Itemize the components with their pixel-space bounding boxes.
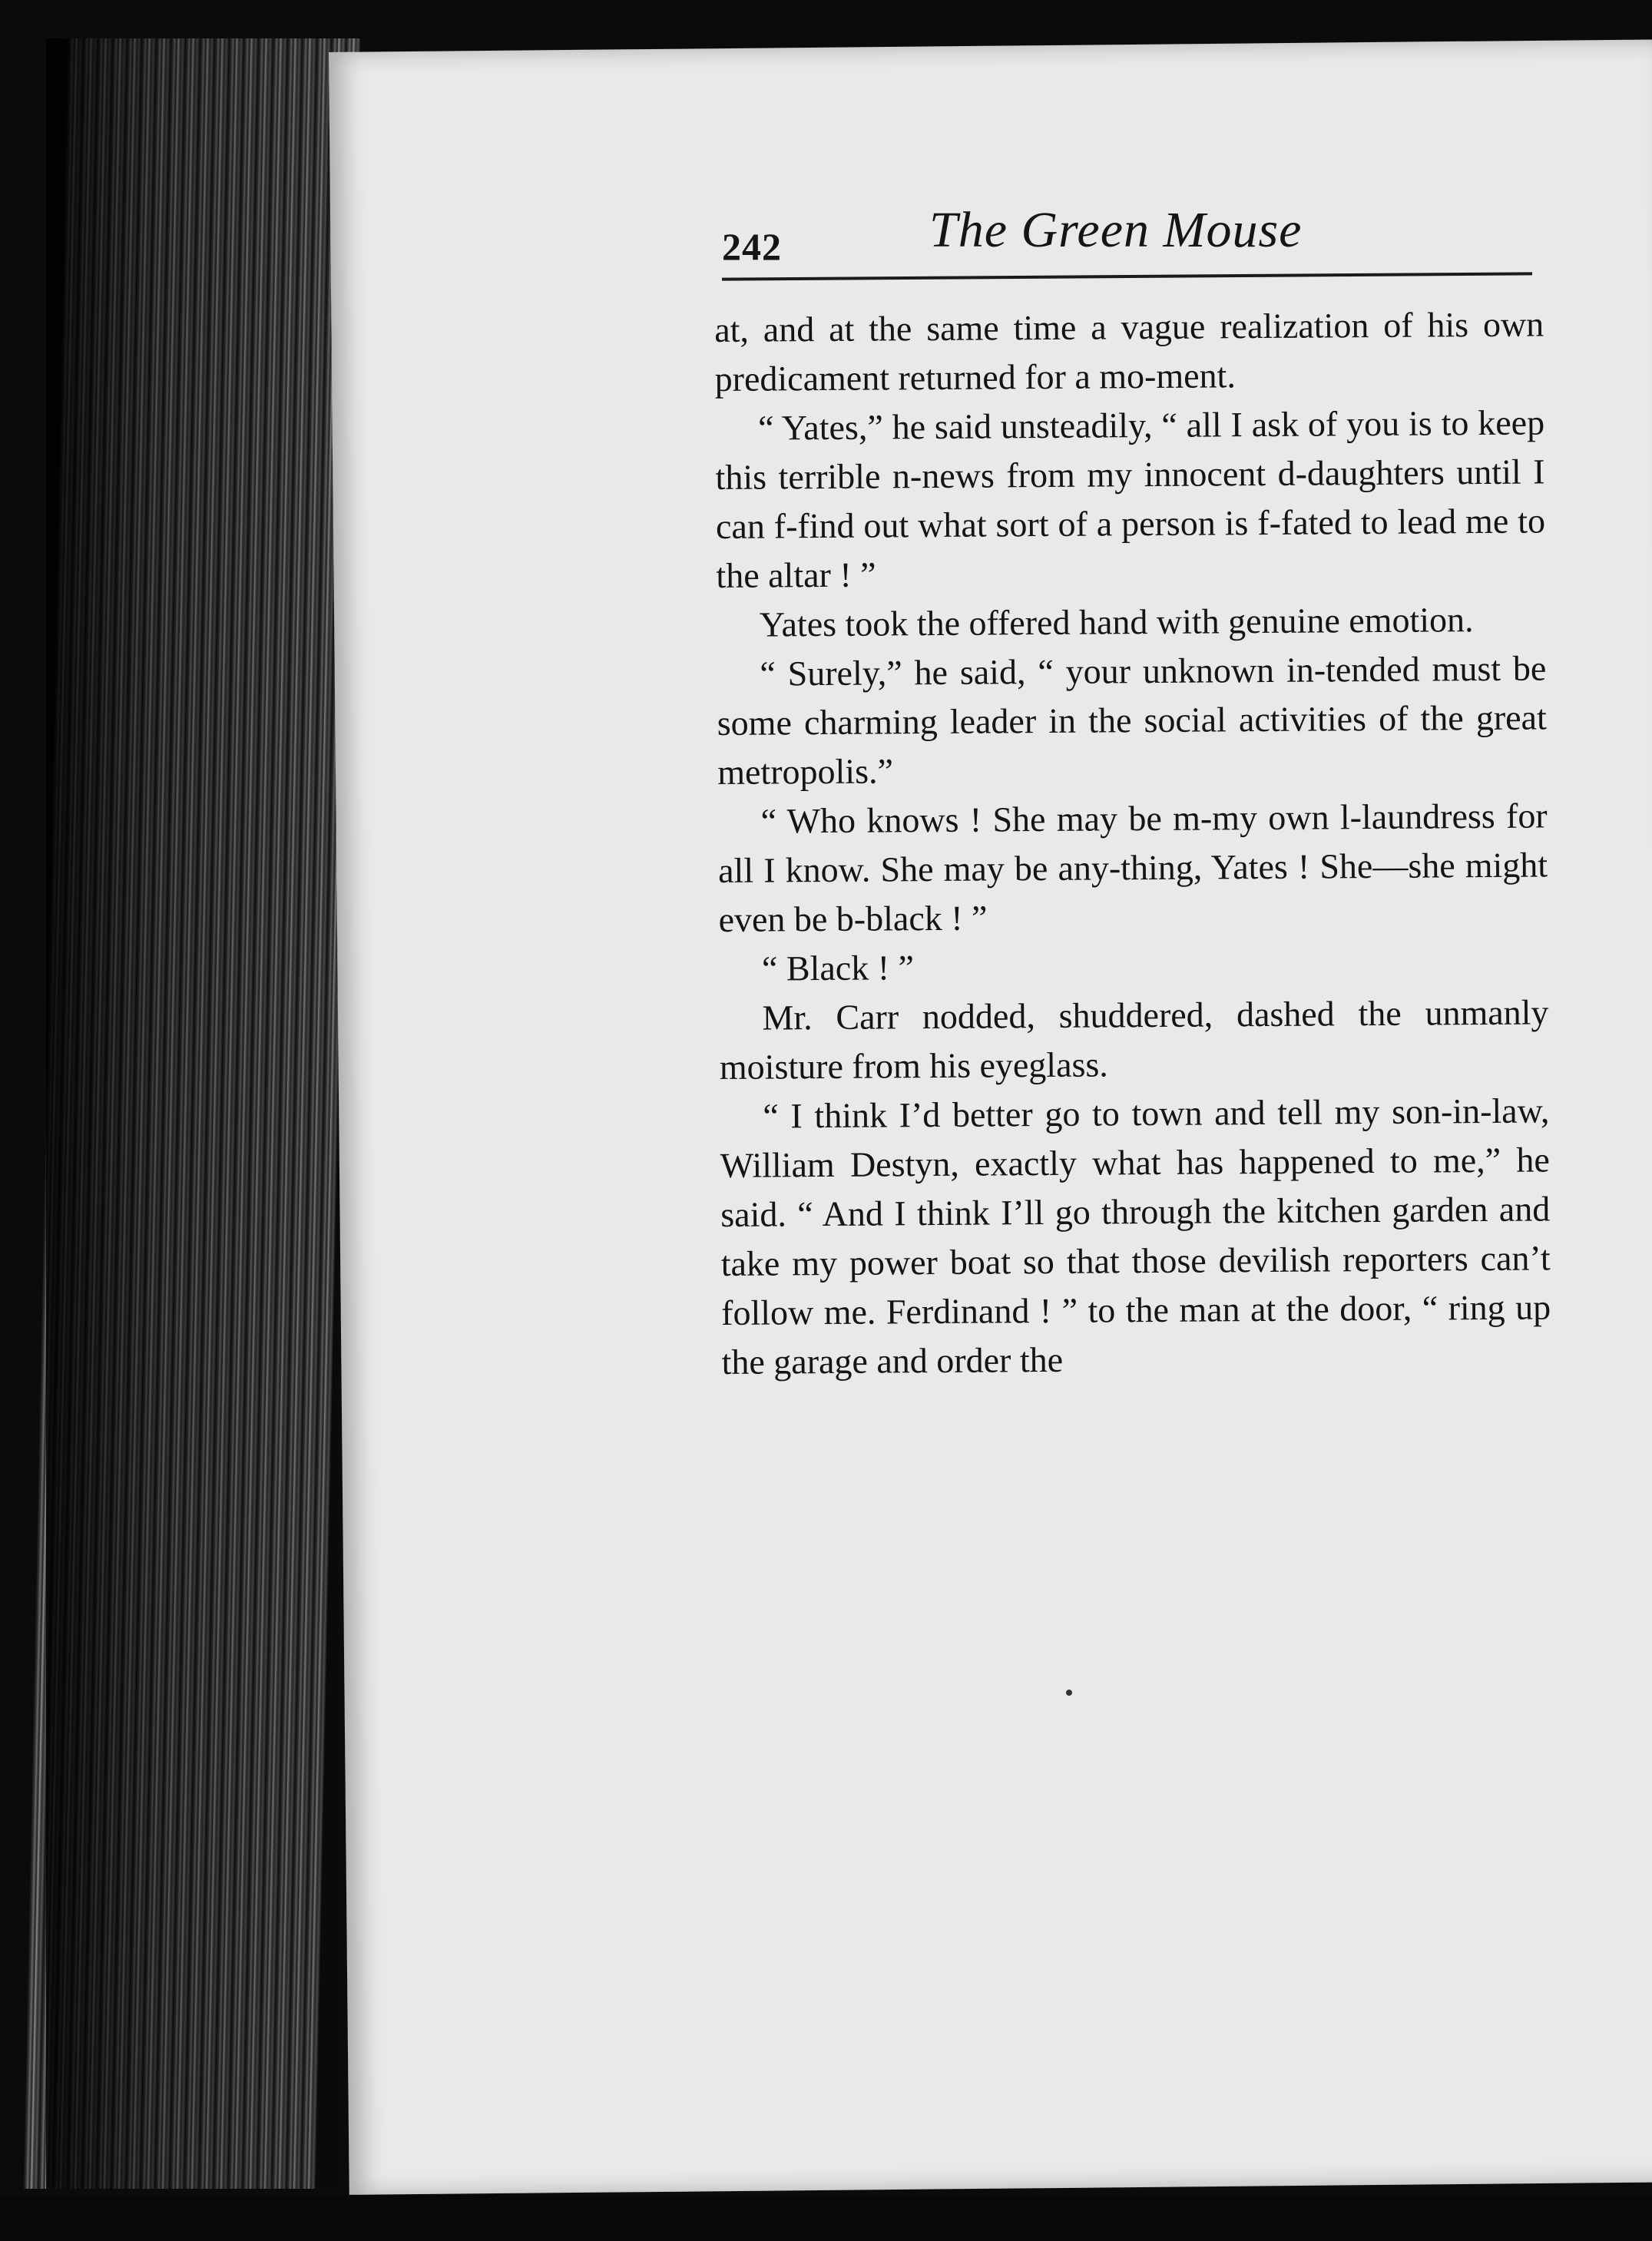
paragraph: “ Yates,” he said unsteadily, “ all I ask of you is to keep this terrible n-news from my innocent d-daughters until I can f-find out what sort of a person is f-fated to lead me to the altar ! ” xyxy=(715,402,1546,595)
page-number: 242 xyxy=(722,225,782,268)
paragraph: Mr. Carr nodded, shuddered, dashed the unmanly moisture from his eyeglass. xyxy=(719,992,1549,1087)
paragraph: “ I think I’d better go to town and tell my son-in-law, William Destyn, exactly what has happened to me,” he said. “ And I think I’ll go through the kitchen garden and take my power boat so that those devilish reporters can’t follow me. Ferdinand ! ” to the man at the door, “ ring up the garage and order the xyxy=(720,1091,1551,1382)
paragraph: at, and at the same time a vague realization of his own predicament returned for a mo-ment. xyxy=(714,304,1544,399)
scan-bottom-edge xyxy=(0,2195,1652,2241)
paragraph: “ Who knows ! She may be m-my own l-laundress for all I know. She may be any-thing, Yates ! She—she might even be b-black ! ” xyxy=(717,796,1548,939)
running-title: The Green Mouse xyxy=(929,202,1303,258)
body-text xyxy=(714,300,1551,1387)
paragraph: Yates took the offered hand with genuine emotion. xyxy=(759,600,1474,644)
paragraph: “ Black ! ” xyxy=(761,948,915,988)
book-edge-shadow xyxy=(46,38,338,2189)
ink-speck xyxy=(1066,1690,1072,1696)
paragraph: “ Surely,” he said, “ your unknown in-tended must be some charming leader in the social activities of the great metropolis.” xyxy=(717,648,1547,792)
